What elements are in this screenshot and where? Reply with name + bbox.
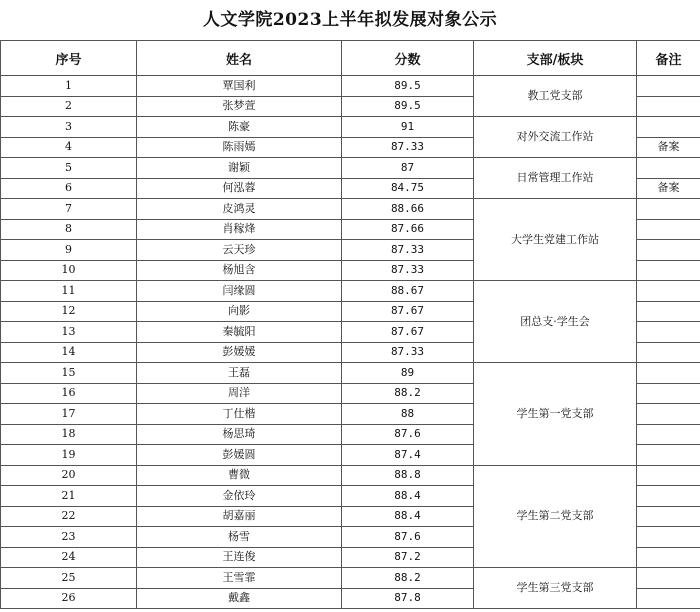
- row-name: 陈豪: [137, 117, 342, 138]
- row-index: 3: [1, 117, 137, 138]
- branch-cell: 团总支·学生会: [474, 281, 637, 363]
- branch-cell: 学生第二党支部: [474, 465, 637, 568]
- row-score: 88.8: [342, 465, 474, 486]
- branch-cell: 日常管理工作站: [474, 158, 637, 199]
- row-name: 周洋: [137, 383, 342, 404]
- row-score: 91: [342, 117, 474, 138]
- branch-cell: 学生第一党支部: [474, 363, 637, 466]
- row-score: 87.33: [342, 240, 474, 261]
- row-score: 88.2: [342, 568, 474, 589]
- row-name: 皮鸿灵: [137, 199, 342, 220]
- row-score: 87.6: [342, 424, 474, 445]
- row-note: [637, 363, 700, 384]
- row-note: [637, 219, 700, 240]
- header-name: 姓名: [137, 41, 342, 76]
- row-index: 23: [1, 527, 137, 548]
- row-score: 87.33: [342, 137, 474, 158]
- table-row: [1, 281, 700, 302]
- header-note: 备注: [637, 41, 700, 76]
- row-index: 11: [1, 281, 137, 302]
- row-name: 何泓蓉: [137, 178, 342, 199]
- row-note: [637, 342, 700, 363]
- row-index: 16: [1, 383, 137, 404]
- row-note: [637, 76, 700, 97]
- branch-cell: 教工党支部: [474, 76, 637, 117]
- row-index: 7: [1, 199, 137, 220]
- row-note: [637, 424, 700, 445]
- row-score: 87.67: [342, 322, 474, 343]
- row-name: 戴鑫: [137, 588, 342, 609]
- row-score: 87.4: [342, 445, 474, 466]
- row-score: 87.33: [342, 260, 474, 281]
- row-note: [637, 527, 700, 548]
- row-note: [637, 117, 700, 138]
- row-name: 覃国利: [137, 76, 342, 97]
- row-note: [637, 281, 700, 302]
- row-name: 彭媛圆: [137, 445, 342, 466]
- row-name: 云天珍: [137, 240, 342, 261]
- row-note: [637, 547, 700, 568]
- candidates-table: [0, 40, 700, 609]
- row-name: 王连俊: [137, 547, 342, 568]
- branch-cell: 对外交流工作站: [474, 117, 637, 158]
- row-index: 24: [1, 547, 137, 568]
- row-note: [637, 158, 700, 179]
- row-index: 1: [1, 76, 137, 97]
- row-note: [637, 568, 700, 589]
- row-score: 88.4: [342, 486, 474, 507]
- row-score: 84.75: [342, 178, 474, 199]
- row-score: 88.67: [342, 281, 474, 302]
- row-note: [637, 445, 700, 466]
- row-score: 89.5: [342, 96, 474, 117]
- row-name: 王雪霏: [137, 568, 342, 589]
- table-row: [1, 465, 700, 486]
- header-branch: 支部/板块: [474, 41, 637, 76]
- row-index: 9: [1, 240, 137, 261]
- table-row: [1, 158, 700, 179]
- page-title: 人文学院2023上半年拟发展对象公示: [202, 10, 498, 30]
- row-score: 87: [342, 158, 474, 179]
- row-name: 杨旭含: [137, 260, 342, 281]
- row-score: 88.4: [342, 506, 474, 527]
- row-index: 26: [1, 588, 137, 609]
- table-row: [1, 117, 700, 138]
- row-index: 25: [1, 568, 137, 589]
- row-index: 5: [1, 158, 137, 179]
- row-name: 张梦萱: [137, 96, 342, 117]
- row-score: 87.6: [342, 527, 474, 548]
- header-score: 分数: [342, 41, 474, 76]
- row-note: [637, 199, 700, 220]
- row-index: 18: [1, 424, 137, 445]
- row-name: 谢颖: [137, 158, 342, 179]
- row-note: [637, 588, 700, 609]
- row-index: 10: [1, 260, 137, 281]
- row-name: 向影: [137, 301, 342, 322]
- row-note: [637, 465, 700, 486]
- row-score: 87.33: [342, 342, 474, 363]
- row-index: 20: [1, 465, 137, 486]
- row-note: 备案: [637, 178, 700, 199]
- row-index: 19: [1, 445, 137, 466]
- row-note: [637, 404, 700, 425]
- row-note: [637, 240, 700, 261]
- branch-cell: 大学生党建工作站: [474, 199, 637, 281]
- row-index: 6: [1, 178, 137, 199]
- row-name: 杨思琦: [137, 424, 342, 445]
- row-index: 13: [1, 322, 137, 343]
- row-score: 89: [342, 363, 474, 384]
- row-name: 肖稼烽: [137, 219, 342, 240]
- row-index: 14: [1, 342, 137, 363]
- row-score: 88: [342, 404, 474, 425]
- row-note: [637, 260, 700, 281]
- table-header-row: [1, 41, 700, 76]
- row-score: 87.67: [342, 301, 474, 322]
- row-index: 4: [1, 137, 137, 158]
- table-row: [1, 363, 700, 384]
- row-name: 胡嘉丽: [137, 506, 342, 527]
- row-index: 15: [1, 363, 137, 384]
- row-index: 21: [1, 486, 137, 507]
- row-score: 88.66: [342, 199, 474, 220]
- row-name: 秦毓阳: [137, 322, 342, 343]
- row-index: 2: [1, 96, 137, 117]
- row-note: 备案: [637, 137, 700, 158]
- row-index: 22: [1, 506, 137, 527]
- row-name: 杨雪: [137, 527, 342, 548]
- table-row: [1, 76, 700, 97]
- row-score: 87.66: [342, 219, 474, 240]
- row-name: 陈雨嫣: [137, 137, 342, 158]
- branch-cell: 学生第三党支部: [474, 568, 637, 609]
- row-note: [637, 383, 700, 404]
- row-note: [637, 506, 700, 527]
- row-name: 彭媛媛: [137, 342, 342, 363]
- table-row: [1, 199, 700, 220]
- row-name: 闫缘圆: [137, 281, 342, 302]
- row-note: [637, 301, 700, 322]
- row-name: 丁仕楷: [137, 404, 342, 425]
- row-index: 17: [1, 404, 137, 425]
- row-index: 12: [1, 301, 137, 322]
- row-name: 曹微: [137, 465, 342, 486]
- row-score: 88.2: [342, 383, 474, 404]
- row-note: [637, 96, 700, 117]
- row-note: [637, 322, 700, 343]
- row-score: 89.5: [342, 76, 474, 97]
- row-score: 87.8: [342, 588, 474, 609]
- header-index: 序号: [1, 41, 137, 76]
- row-note: [637, 486, 700, 507]
- row-score: 87.2: [342, 547, 474, 568]
- row-name: 王磊: [137, 363, 342, 384]
- table-row: [1, 568, 700, 589]
- row-index: 8: [1, 219, 137, 240]
- row-name: 金依玲: [137, 486, 342, 507]
